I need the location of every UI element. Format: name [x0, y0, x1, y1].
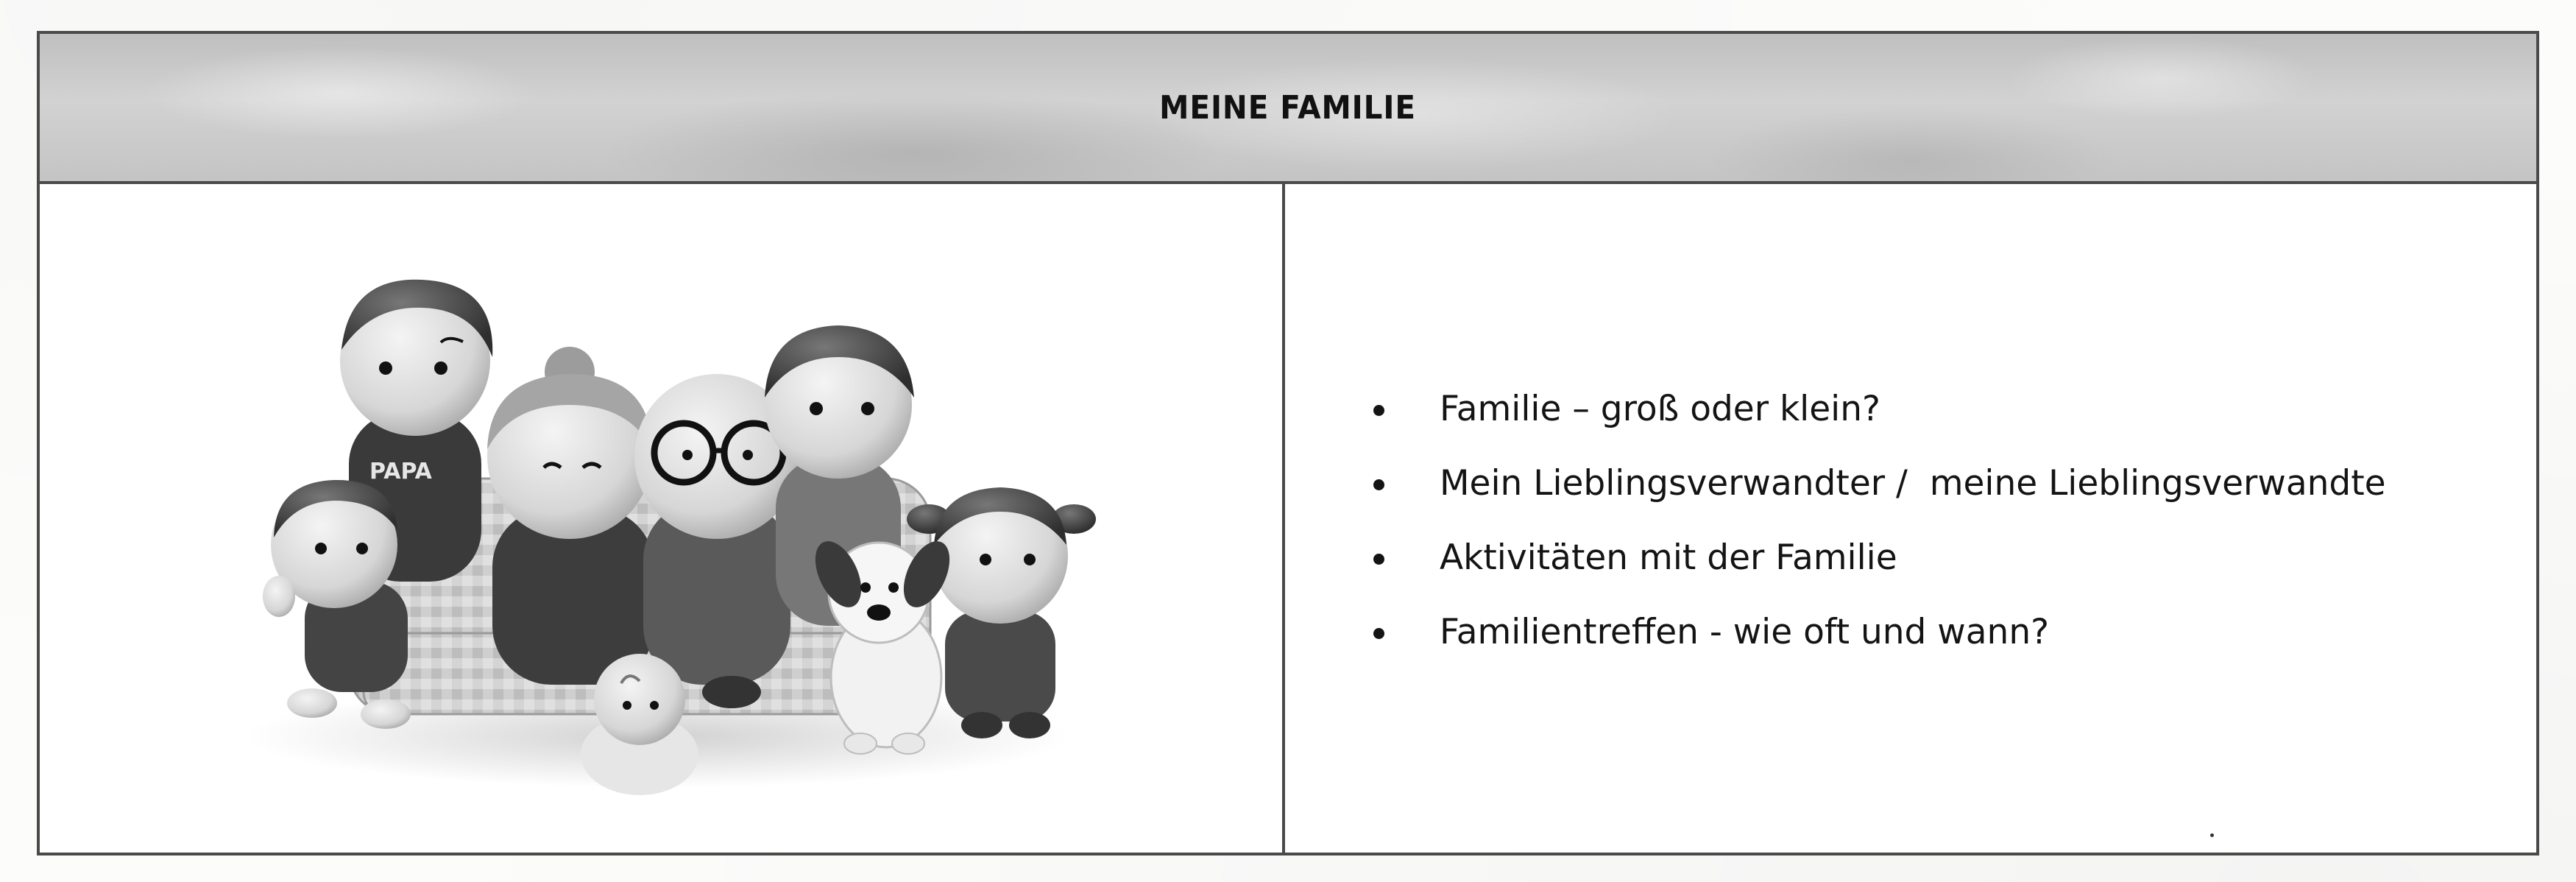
image-cell [40, 184, 1282, 853]
paper-speck [2210, 833, 2214, 837]
topic-text: Familientreffen - wie oft und wann? [1440, 612, 2050, 652]
worksheet-header [40, 34, 2536, 184]
bullet-icon [1373, 554, 1384, 565]
text-cell [1285, 184, 2536, 853]
topic-item [1373, 521, 2386, 595]
topic-list [1373, 372, 2386, 669]
topic-text: Familie – groß oder klein? [1440, 389, 1880, 429]
topic-item [1373, 372, 2386, 446]
topic-item [1373, 446, 2386, 521]
bullet-icon [1373, 628, 1384, 639]
family-illustration [40, 184, 1282, 855]
topic-item [1373, 595, 2386, 669]
worksheet-title: MEINE FAMILIE [1159, 88, 1417, 127]
bullet-icon [1373, 479, 1384, 490]
dad-shirt-text: PAPA [369, 459, 432, 484]
topic-text: Aktivitäten mit der Familie [1440, 537, 1897, 578]
bullet-icon [1373, 405, 1384, 416]
topic-text: Mein Lieblingsverwandter / meine Lieblingsverwandte [1440, 463, 2386, 504]
worksheet-card [37, 31, 2539, 855]
